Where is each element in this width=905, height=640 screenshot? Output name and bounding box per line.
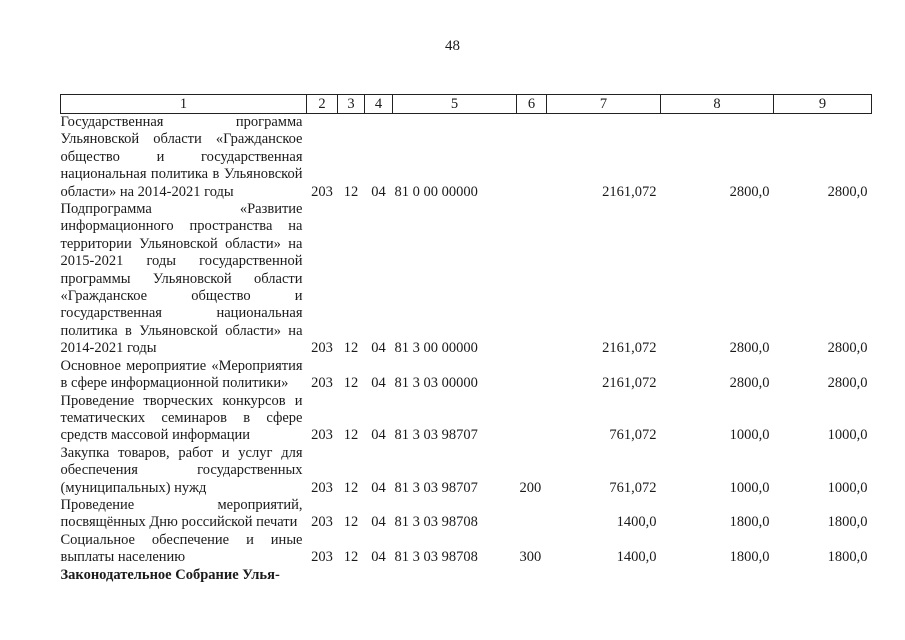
name-cell: Закупка товаров, работ и услуг для обеспечения государственных (муниципальных) нужд: [60, 444, 303, 496]
table-row: [61, 532, 872, 567]
table-row: [61, 445, 872, 497]
name-cell: Подпрограмма «Развитие информационного пространства на территории Ульяновской области» на 2015-2021 годы государственной программы Ульяновской области «Гражданское общество и государственная национальная политика в Ульяновской области» на 2014-2021 годы: [60, 201, 303, 357]
expense-type-cell: 200: [519, 479, 542, 496]
amount-cell: 2800,0: [729, 375, 770, 392]
amount-cell: 2800,0: [729, 340, 770, 357]
table-header-row: [61, 95, 872, 114]
header-cell: 6: [517, 95, 547, 114]
header-cell: 2: [307, 95, 338, 114]
name-cell: Проведение мероприятий, посвящённых Дню российской печати: [60, 496, 303, 531]
amount-cell: 1000,0: [827, 479, 868, 496]
budget-table: [60, 94, 872, 584]
header-cell: 8: [661, 95, 774, 114]
amount-cell: 1800,0: [729, 549, 770, 566]
subsection-cell: 04: [371, 427, 386, 444]
name-cell: Государственная программа Ульяновской области «Гражданское общество и государственная национальная политика в Ульяновской области» на 2014-2021 годы: [60, 114, 303, 200]
header-cell: 1: [61, 95, 307, 114]
amount-cell: [661, 567, 774, 584]
expense-type-cell: [517, 358, 547, 393]
subsection-cell: 04: [371, 183, 386, 200]
header-cell: 3: [338, 95, 365, 114]
section-cell: 12: [343, 514, 359, 531]
name-cell: Законодательное Собрание Улья-: [60, 566, 280, 583]
name-cell: Основное мероприятие «Мероприятия в сфере информационной политики»: [60, 357, 303, 392]
subsection-cell: 04: [371, 375, 386, 392]
section-cell: 12: [343, 479, 359, 496]
section-cell: 12: [343, 549, 359, 566]
amount-cell: 1000,0: [729, 479, 770, 496]
table-row: [61, 567, 872, 584]
target-article-cell: 81 3 00 00000: [394, 340, 478, 357]
amount-cell: 1000,0: [729, 427, 770, 444]
amount-cell: 1800,0: [827, 549, 868, 566]
name-cell: Социальное обеспечение и иные выплаты населению: [60, 531, 303, 566]
amount-cell: [547, 567, 661, 584]
table-row: [61, 497, 872, 532]
section-cell: 12: [343, 427, 359, 444]
subsection-cell: 04: [371, 514, 386, 531]
grbs-cell: 203: [311, 340, 333, 357]
expense-type-cell: [517, 201, 547, 358]
subsection-cell: 04: [371, 479, 386, 496]
section-cell: 12: [343, 183, 359, 200]
table-row: [61, 201, 872, 358]
subsection-cell: [365, 567, 393, 584]
amount-cell: 2800,0: [827, 340, 868, 357]
target-article-cell: 81 3 03 00000: [394, 375, 478, 392]
expense-type-cell: [517, 114, 547, 202]
header-cell: 9: [774, 95, 872, 114]
amount-cell: 2161,072: [602, 340, 657, 357]
grbs-cell: 203: [311, 183, 333, 200]
grbs-cell: 203: [311, 514, 333, 531]
expense-type-cell: 300: [519, 549, 542, 566]
amount-cell: 1800,0: [729, 514, 770, 531]
table-row: [61, 393, 872, 445]
name-cell: Проведение творческих конкурсов и тематических семинаров в сфере средств массовой информации: [60, 392, 303, 444]
amount-cell: 2161,072: [602, 183, 657, 200]
table-row: [61, 358, 872, 393]
target-article-cell: [393, 567, 517, 584]
expense-type-cell: [517, 497, 547, 532]
target-article-cell: 81 3 03 98708: [394, 549, 478, 566]
section-cell: 12: [343, 340, 359, 357]
header-cell: 4: [365, 95, 393, 114]
amount-cell: 2161,072: [602, 375, 657, 392]
subsection-cell: 04: [371, 340, 386, 357]
amount-cell: 1000,0: [827, 427, 868, 444]
amount-cell: 1400,0: [616, 514, 657, 531]
amount-cell: 761,072: [609, 479, 657, 496]
grbs-cell: 203: [311, 549, 333, 566]
table-row: [61, 114, 872, 202]
amount-cell: 2800,0: [827, 375, 868, 392]
table-body: [61, 114, 872, 584]
amount-cell: 1800,0: [827, 514, 868, 531]
amount-cell: [774, 567, 872, 584]
section-cell: 12: [343, 375, 359, 392]
page-number: 48: [445, 38, 460, 54]
expense-type-cell: [517, 567, 547, 584]
target-article-cell: 81 3 03 98707: [394, 427, 478, 444]
target-article-cell: 81 3 03 98707: [394, 479, 478, 496]
target-article-cell: 81 0 00 00000: [394, 183, 478, 200]
amount-cell: 2800,0: [729, 183, 770, 200]
grbs-cell: 203: [311, 427, 333, 444]
subsection-cell: 04: [371, 549, 386, 566]
grbs-cell: [307, 567, 338, 584]
section-cell: [338, 567, 365, 584]
header-cell: 5: [393, 95, 517, 114]
expense-type-cell: [517, 393, 547, 445]
grbs-cell: 203: [311, 375, 333, 392]
amount-cell: 761,072: [609, 427, 657, 444]
header-cell: 7: [547, 95, 661, 114]
target-article-cell: 81 3 03 98708: [394, 514, 478, 531]
amount-cell: 1400,0: [616, 549, 657, 566]
amount-cell: 2800,0: [827, 183, 868, 200]
grbs-cell: 203: [311, 479, 333, 496]
